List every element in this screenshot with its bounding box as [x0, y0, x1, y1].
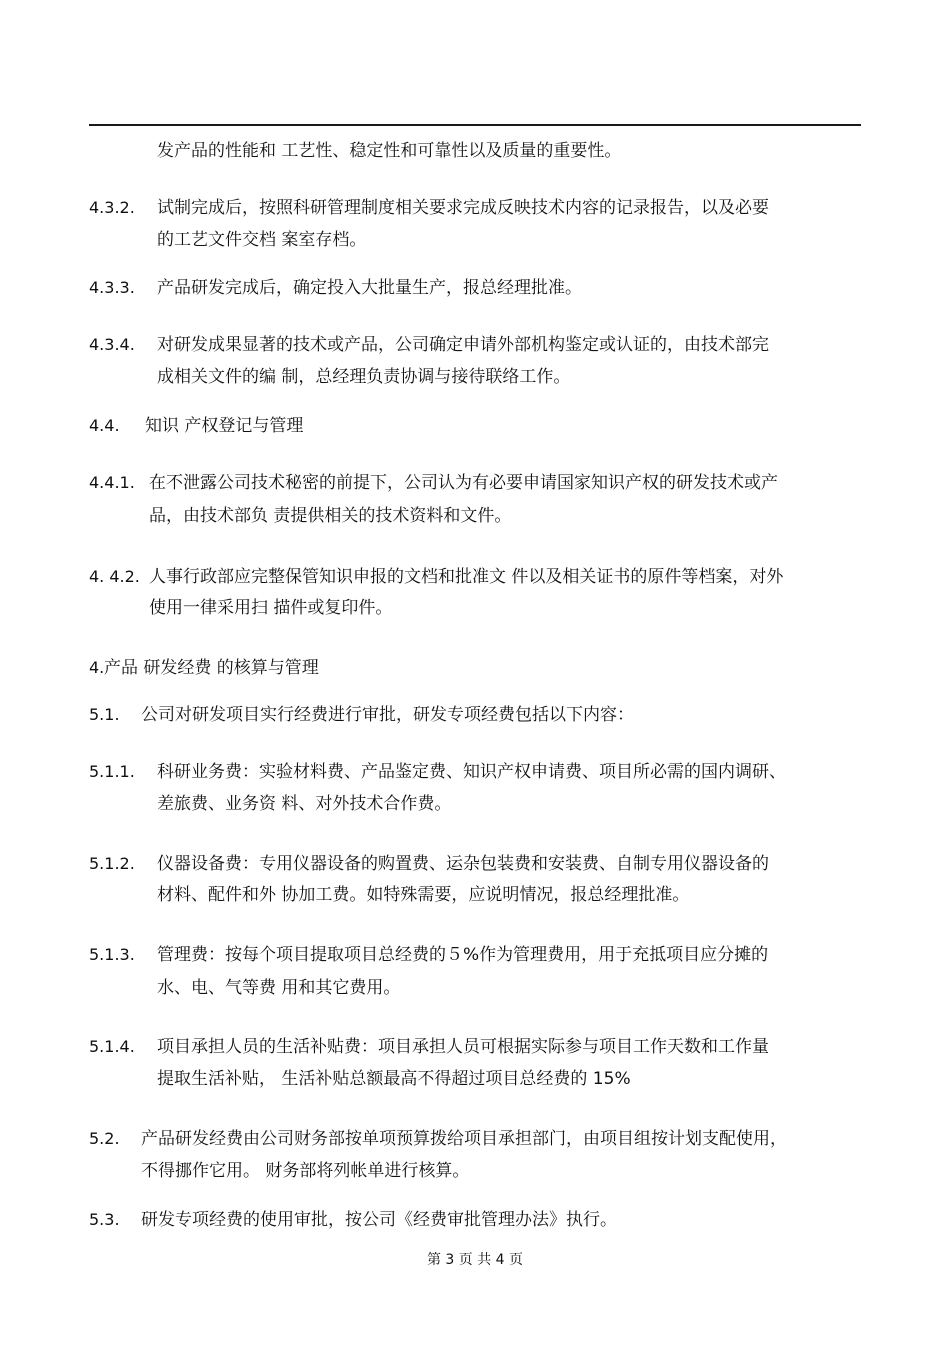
- section-heading: 知识 产权登记与管理: [145, 416, 304, 436]
- section-text-line: 的工艺文件交档 案室存档。: [157, 230, 367, 250]
- section-text-line: 对研发成果显著的技术或产品，公司确定申请外部机构鉴定或认证的，由技术部完: [157, 335, 769, 355]
- section-text-line: 人事行政部应完整保管知识申报的文档和批准文 件以及相关证书的原件等档案，对外: [149, 567, 784, 587]
- section-text-line: 材料、配件和外 协加工费。如特殊需要，应说明情况，报总经理批准。: [157, 885, 690, 905]
- section-text-line: 在不泄露公司技术秘密的前提下，公司认为有必要申请国家知识产权的研发技术或产: [149, 473, 778, 493]
- section-number: 5.1.2.: [89, 854, 135, 873]
- section-number: 5.1.4.: [89, 1037, 135, 1056]
- section-number: 4.3.3.: [89, 278, 135, 297]
- section-number: 5.2.: [89, 1129, 120, 1148]
- section-text-line: 产品研发完成后，确定投入大批量生产，报总经理批准。: [157, 278, 582, 298]
- section-text-line: 公司对研发项目实行经费进行审批，研发专项经费包括以下内容：: [141, 705, 634, 725]
- section-number: 4.4.1.: [89, 473, 135, 492]
- section-text-line: 成相关文件的编 制，总经理负责协调与接待联络工作。: [157, 367, 571, 387]
- section-number: 5.1.: [89, 705, 120, 724]
- section-heading: 产品 研发经费 的核算与管理: [104, 658, 319, 678]
- section-number: 5.3.: [89, 1210, 120, 1229]
- section-text-line: 管理费：按每个项目提取项目总经费的５%作为管理费用，用于充抵项目应分摊的: [157, 945, 769, 965]
- section-text-line: 科研业务费：实验材料费、产品鉴定费、知识产权申请费、项目所必需的国内调研、: [157, 762, 786, 782]
- section-text-line: 提取生活补贴， 生活补贴总额最高不得超过项目总经费的 15%: [157, 1069, 631, 1089]
- section-number: 4.3.2.: [89, 198, 135, 217]
- section-number: 4.3.4.: [89, 335, 135, 354]
- section-number: 5.1.1.: [89, 762, 135, 781]
- section-text-line: 研发专项经费的使用审批，按公司《经费审批管理办法》执行。: [141, 1210, 617, 1230]
- continued-paragraph: 发产品的性能和 工艺性、稳定性和可靠性以及质量的重要性。: [157, 141, 622, 161]
- section-text-line: 仪器设备费：专用仪器设备的购置费、运杂包装费和安装费、自制专用仪器设备的: [157, 854, 769, 874]
- header-rule: [89, 124, 861, 126]
- section-text-line: 试制完成后，按照科研管理制度相关要求完成反映技术内容的记录报告，以及必要: [157, 198, 769, 218]
- section-text-line: 使用一律采用扫 描件或复印件。: [149, 598, 393, 618]
- section-text-line: 差旅费、业务资 料、对外技术合作费。: [157, 794, 452, 814]
- section-text-line: 品，由技术部负 责提供相关的技术资料和文件。: [149, 506, 512, 526]
- section-number: 4.: [89, 658, 105, 677]
- section-number: 4.4.: [89, 416, 120, 435]
- section-text-line: 不得挪作它用。 财务部将列帐单进行核算。: [141, 1161, 470, 1181]
- page-footer: 第 3 页 共 4 页: [426, 1252, 524, 1268]
- section-text-line: 水、电、气等费 用和其它费用。: [157, 978, 401, 998]
- section-text-line: 产品研发经费由公司财务部按单项预算拨给项目承担部门，由项目组按计划支配使用，: [141, 1129, 787, 1149]
- section-number: 5.1.3.: [89, 945, 135, 964]
- section-text-line: 项目承担人员的生活补贴费：项目承担人员可根据实际参与项目工作天数和工作量: [157, 1037, 769, 1057]
- section-number: 4. 4.2.: [89, 567, 140, 586]
